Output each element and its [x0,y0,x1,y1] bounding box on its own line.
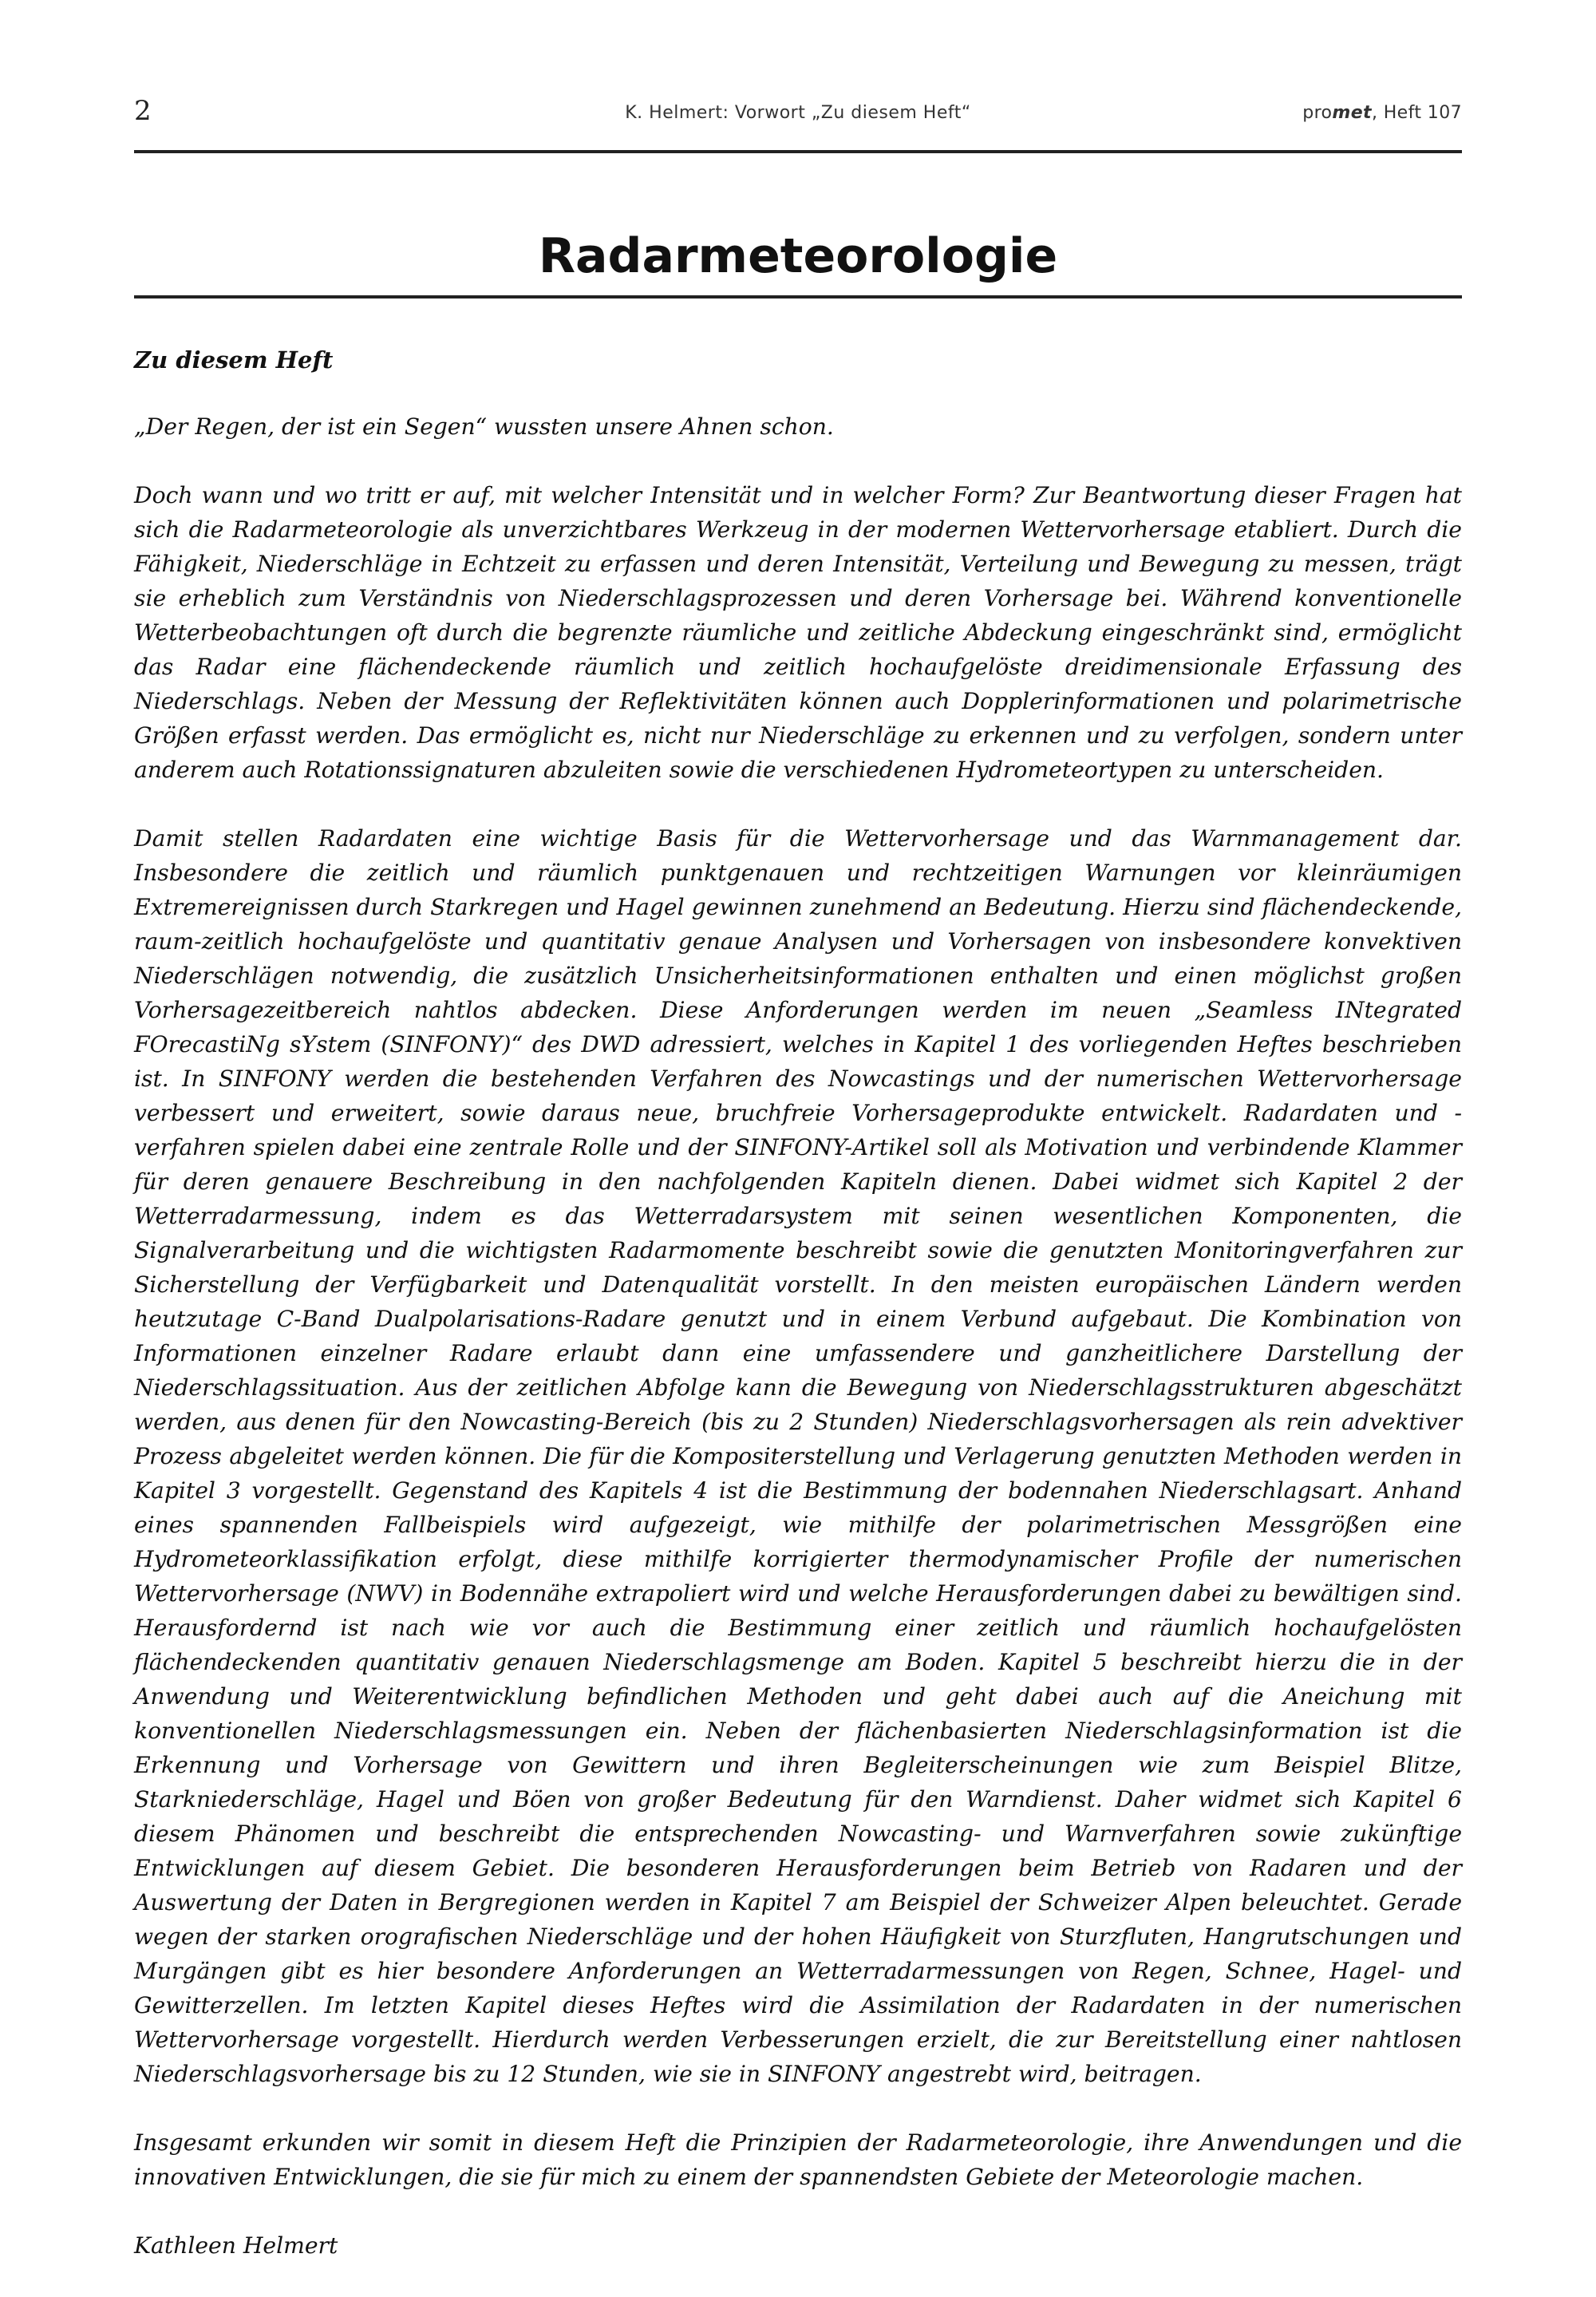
page-number: 2 [134,95,152,127]
journal-issue-number: , Heft 107 [1371,103,1462,123]
paragraph: Doch wann und wo tritt er auf, mit welcher Intensität und in welcher Form? Zur Beantwortung dieser Fragen hat sich die Radarmeteorologie als unverzichtbares Werkzeug in der modernen Wettervorhersage etabliert. Durch die Fähigkeit, Niederschläge in Echtzeit zu erfassen und deren Intensität, Verteilung und Bewegung zu messen, trägt sie erheblich zum Verständnis von Niederschlagsprozessen und deren Vorhersage bei. Während konventionelle Wetterbeobachtungen oft durch die begrenzte räumliche und zeitliche Abdeckung eingeschränkt sind, ermöglicht das Radar eine flächendeckende räumlich und zeitlich hochaufgelöste dreidimensionale Erfassung des Niederschlags. Neben der Messung der Reflektivitäten können auch Dopplerinformationen und polarimetrische Größen erfasst werden. Das ermöglicht es, nicht nur Niederschläge zu erkennen und zu verfolgen, sondern unter anderem auch Rotationssignaturen abzuleiten sowie die verschiedenen Hydrometeortypen zu unterscheiden. [134,482,1462,783]
journal-name-prefix: pro [1302,103,1333,123]
title-divider [134,295,1462,298]
page-title: Radarmeteorologie [538,228,1058,285]
running-header [134,95,1462,134]
paragraph: Damit stellen Radardaten eine wichtige Basis für die Wettervorhersage und das Warnmanagement dar. Insbesondere die zeitlich und räumlich punktgenauen und rechtzeitigen Warnungen vor kleinräumigen Extremereignissen durch Starkregen und Hagel gewinnen zunehmend an Bedeutung. Hierzu sind flächendeckende, raum-zeitlich hochaufgelöste und quantitativ genaue Analysen und Vorhersagen von insbesondere konvektiven Niederschlägen notwendig, die zusätzlich Unsicherheitsinformationen enthalten und einen möglichst großen Vorhersagezeitbereich nahtlos abdecken. Diese Anforderungen werden im neuen „Seamless INtegrated FOrecastiNg sYstem (SINFONY)“ des DWD adressiert, welches in Kapitel 1 des vorliegenden Heftes beschrieben ist. In SINFONY werden die bestehenden Verfahren des Nowcastings und der numerischen Wettervorhersage verbessert und erweitert, sowie daraus neue, bruchfreie Vorhersageprodukte entwickelt. Radardaten und -verfahren spielen dabei eine zentrale Rolle und der SINFONY-Artikel soll als Motivation und verbindende Klammer für deren genauere Beschreibung in den nachfolgenden Kapiteln dienen. Dabei widmet sich Kapitel 2 der Wetterradarmessung, indem es das Wetterradarsystem mit seinen wesentlichen Komponenten, die Signalverarbeitung und die wichtigsten Radarmomente beschreibt sowie die genutzten Monitoringverfahren zur Sicherstellung der Verfügbarkeit und Datenqualität vorstellt. In den meisten europäischen Ländern werden heutzutage C-Band Dualpolarisations-Radare genutzt und in einem Verbund aufgebaut. Die Kombination von Informationen einzelner Radare erlaubt dann eine umfassendere und ganzheitlichere Darstellung der Niederschlagssituation. Aus der zeitlichen Abfolge kann die Bewegung von Niederschlagsstrukturen abgeschätzt werden, aus denen für den Nowcasting-Bereich (bis zu 2 Stunden) Niederschlagsvorhersagen als rein advektiver Prozess abgeleitet werden können. Die für die Kompositerstellung und Verlagerung genutzten Methoden werden in Kapitel 3 vorgestellt. Gegenstand des Kapitels 4 ist die Bestimmung der bodennahen Niederschlagsart. Anhand eines spannenden Fallbeispiels wird aufgezeigt, wie mithilfe der polarimetrischen Messgrößen eine Hydrometeorklassifikation erfolgt, diese mithilfe korrigierter thermodynamischer Profile der numerischen Wettervorhersage (NWV) in Bodennähe extrapoliert wird und welche Herausforderungen dabei zu bewältigen sind. Herausfordernd ist nach wie vor auch die Bestimmung einer zeitlich und räumlich hochaufgelösten flächendeckenden quantitativ genauen Niederschlagsmenge am Boden. Kapitel 5 beschreibt hierzu die in der Anwendung und Weiterentwicklung befindlichen Methoden und geht dabei auch auf die Aneichung mit konventionellen Niederschlagsmessungen ein. Neben der flächenbasierten Niederschlagsinformation ist die Erkennung und Vorhersage von Gewittern und ihren Begleiterscheinungen wie zum Beispiel Blitze, Starkniederschläge, Hagel und Böen von großer Bedeutung für den Warndienst. Daher widmet sich Kapitel 6 diesem Phänomen und beschreibt die entsprechenden Nowcasting- und Warnverfahren sowie zukünftige Entwicklungen auf diesem Gebiet. Die besonderen Herausforderungen beim Betrieb von Radaren und der Auswertung der Daten in Bergregionen werden in Kapitel 7 am Beispiel der Schweizer Alpen beleuchtet. Gerade wegen der starken orografischen Niederschläge und der hohen Häufigkeit von Sturzfluten, Hangrutschungen und Murgängen gibt es hier besondere Anforderungen an Wetterradarmessungen von Regen, Schnee, Hagel- und Gewitterzellen. Im letzten Kapitel dieses Heftes wird die Assimilation der Radardaten in der numerischen Wettervorhersage vorgestellt. Hierdurch werden Verbesserungen erzielt, die zur Bereitstellung einer nahtlosen Niederschlagsvorhersage bis zu 12 Stunden, wie sie in SINFONY angestrebt wird, beitragen. [134,825,1462,2087]
section-heading: Zu diesem Heft [134,346,334,374]
opening-quote: „Der Regen, der ist ein Segen“ wussten unsere Ahnen schon. [134,413,834,440]
header-journal-issue [1302,102,1462,125]
header-article-reference: K. Helmert: Vorwort „Zu diesem Heft“ [625,103,971,123]
paragraph: Insgesamt erkunden wir somit in diesem Heft die Prinzipien der Radarmeteorologie, ihre Anwendungen und die innovativen Entwicklungen, die sie für mich zu einem der spannendsten Gebiete der Meteorologie machen. [134,2129,1462,2190]
author-signature: Kathleen Helmert [134,2232,338,2259]
journal-name-emphasis: met [1332,103,1372,123]
article-body [134,343,1462,2297]
header-divider [134,150,1462,153]
